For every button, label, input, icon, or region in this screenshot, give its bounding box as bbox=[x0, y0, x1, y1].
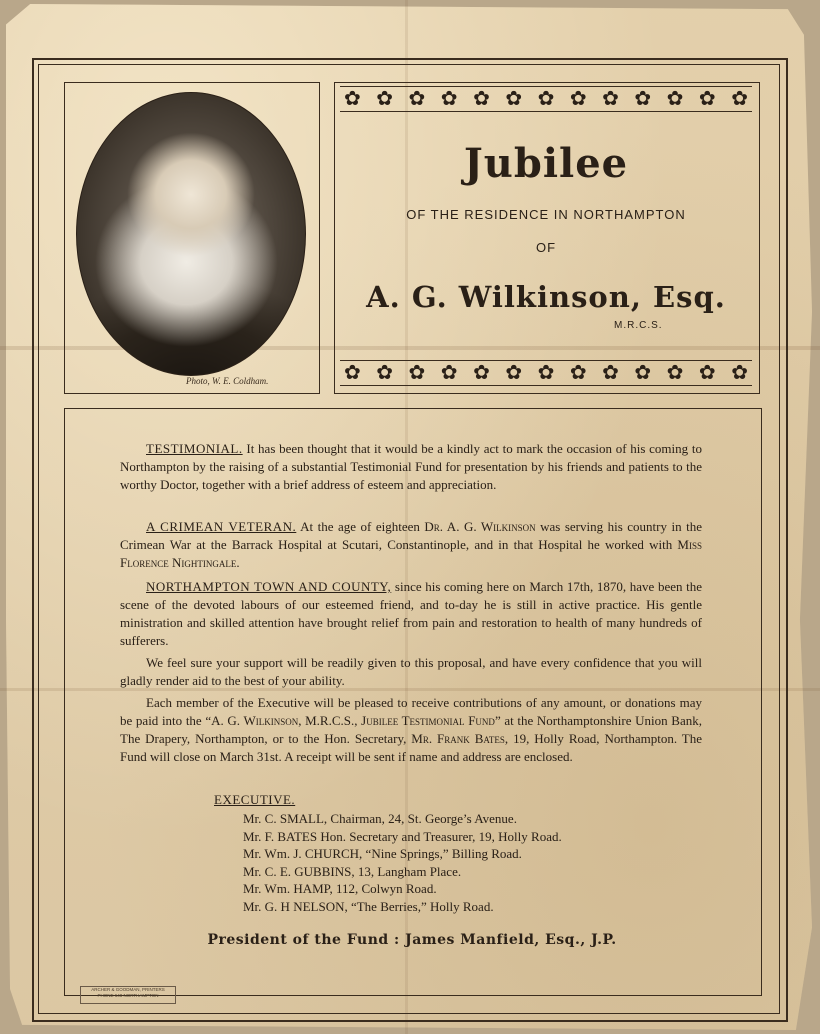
flower-ornament-icon: ✿ bbox=[408, 362, 426, 384]
flower-ornament-icon: ✿ bbox=[569, 362, 587, 384]
paragraph-name: Dr. A. G. Wilkinson bbox=[424, 519, 536, 534]
president-of-fund: President of the Fund : James Manfield, Esq., J.P. bbox=[207, 932, 617, 948]
title-jubilee: Jubilee bbox=[463, 140, 629, 187]
paragraph-text: was serving his country in the Crimean War at the Barrack Hospital at Scutari, Constantinople, and in that Hospital he worked with bbox=[120, 519, 702, 552]
paragraph-northampton bbox=[120, 578, 702, 650]
executive-member: Mr. Wm. HAMP, 112, Colwyn Road. bbox=[243, 881, 437, 897]
flower-ornament-icon: ✿ bbox=[602, 362, 619, 384]
paragraph-support bbox=[120, 654, 702, 690]
subtitle-of: OF bbox=[535, 240, 557, 255]
flower-border-top bbox=[340, 86, 752, 112]
fund-name: A. G. Wilkinson, M.R.C.S., Jubilee Testimonial Fund bbox=[211, 713, 495, 728]
flower-ornament-icon: ✿ bbox=[537, 88, 555, 110]
paragraph-text: ” at the Northamptonshire Union Bank, The Drapery, Northampton, or to the Hon. Secretary, bbox=[120, 713, 702, 746]
executive-member: Mr. C. SMALL, Chairman, 24, St. George’s Avenue. bbox=[243, 811, 517, 826]
printer-imprint bbox=[80, 986, 176, 1004]
flower-ornament-icon: ✿ bbox=[376, 88, 394, 110]
flower-ornament-icon: ✿ bbox=[505, 362, 523, 384]
executive-member: Mr. Wm. J. CHURCH, “Nine Springs,” Billing Road. bbox=[243, 846, 522, 862]
flower-ornament-icon: ✿ bbox=[505, 88, 523, 110]
flower-ornament-icon: ✿ bbox=[569, 88, 587, 110]
paragraph-text: . bbox=[236, 555, 240, 570]
paragraph-text: Each member of the Executive will be pleased to receive contributions of any amount, or donations may be paid into the “ bbox=[120, 695, 702, 728]
portrait-photo bbox=[76, 92, 306, 376]
flower-ornament-icon: ✿ bbox=[344, 88, 361, 110]
paragraph-text: since his coming here on March 17th, 1870, have been the scene of the devoted labours of our esteemed friend, and to-day he is still in active practice. His gentle ministration and skilled attention have brought relief from pain and restoration to health of many hundreds of sufferers. bbox=[120, 579, 702, 648]
secretary-name: Mr. Frank Bates bbox=[411, 731, 505, 746]
honoree-name: A. G. Wilkinson, Esq. bbox=[366, 280, 726, 314]
paragraph-crimean bbox=[120, 518, 702, 572]
flower-ornament-icon: ✿ bbox=[408, 88, 426, 110]
flower-ornament-icon: ✿ bbox=[731, 362, 748, 384]
paragraph-text: It has been thought that it would be a kindly act to mark the occasion of his coming to Northampton by the raising of a substantial Testimonial Fund for presentation by his friends and patients to the worthy Doctor, together with a brief address of esteem and appreciation. bbox=[120, 441, 702, 492]
flower-ornament-icon: ✿ bbox=[440, 88, 458, 110]
printer-line: PHONE 648 NORTHAMPTON bbox=[97, 993, 159, 998]
flower-ornament-icon: ✿ bbox=[602, 88, 619, 110]
paragraph-text: At the age of eighteen bbox=[296, 519, 425, 534]
flower-ornament-icon: ✿ bbox=[634, 88, 652, 110]
paragraph-name: Miss Florence Nightingale bbox=[120, 537, 702, 570]
title-frame bbox=[334, 82, 760, 394]
flower-ornament-icon: ✿ bbox=[440, 362, 458, 384]
executive-member: Mr. F. BATES Hon. Secretary and Treasurer, 19, Holly Road. bbox=[243, 828, 562, 844]
flower-ornament-icon: ✿ bbox=[731, 88, 748, 110]
paragraph-testimonial bbox=[120, 440, 702, 494]
executive-member: Mr. G. H NELSON, “The Berries,” Holly Road. bbox=[243, 898, 494, 914]
flower-ornament-icon: ✿ bbox=[376, 362, 394, 384]
paragraph-heading: A CRIMEAN VETERAN. bbox=[146, 519, 297, 534]
photo-credit: Photo, W. E. Coldham. bbox=[186, 376, 269, 386]
flower-ornament-icon: ✿ bbox=[666, 88, 684, 110]
flower-ornament-icon: ✿ bbox=[537, 362, 555, 384]
flower-ornament-icon: ✿ bbox=[473, 362, 490, 384]
flower-border-bottom bbox=[340, 360, 752, 386]
paragraph-heading: NORTHAMPTON TOWN AND COUNTY, bbox=[146, 579, 392, 594]
paragraph-text: , 19, Holly Road, Northampton. The Fund will close on March 31st. A receipt will be sent if name and address are enclosed. bbox=[120, 731, 702, 764]
flower-ornament-icon: ✿ bbox=[666, 362, 684, 384]
honoree-qualification: M.R.C.S. bbox=[614, 320, 663, 331]
executive-member: Mr. C. E. GUBBINS, 13, Langham Place. bbox=[243, 863, 462, 879]
flower-ornament-icon: ✿ bbox=[698, 88, 716, 110]
flower-ornament-icon: ✿ bbox=[698, 362, 716, 384]
executive-list bbox=[243, 810, 562, 916]
flower-ornament-icon: ✿ bbox=[344, 362, 361, 384]
paragraph-heading: TESTIMONIAL. bbox=[146, 441, 243, 456]
executive-heading: EXECUTIVE. bbox=[214, 792, 296, 807]
flower-ornament-icon: ✿ bbox=[473, 88, 490, 110]
subtitle-residence: OF THE RESIDENCE IN NORTHAMPTON bbox=[406, 207, 686, 222]
paragraph-contributions bbox=[120, 694, 702, 766]
paragraph-text: We feel sure your support will be readily given to this proposal, and have every confidence that you will gladly render aid to the best of your ability. bbox=[120, 655, 702, 688]
flower-ornament-icon: ✿ bbox=[634, 362, 652, 384]
printer-line: ARCHER & GOODMAN, PRINTERS bbox=[91, 987, 165, 992]
